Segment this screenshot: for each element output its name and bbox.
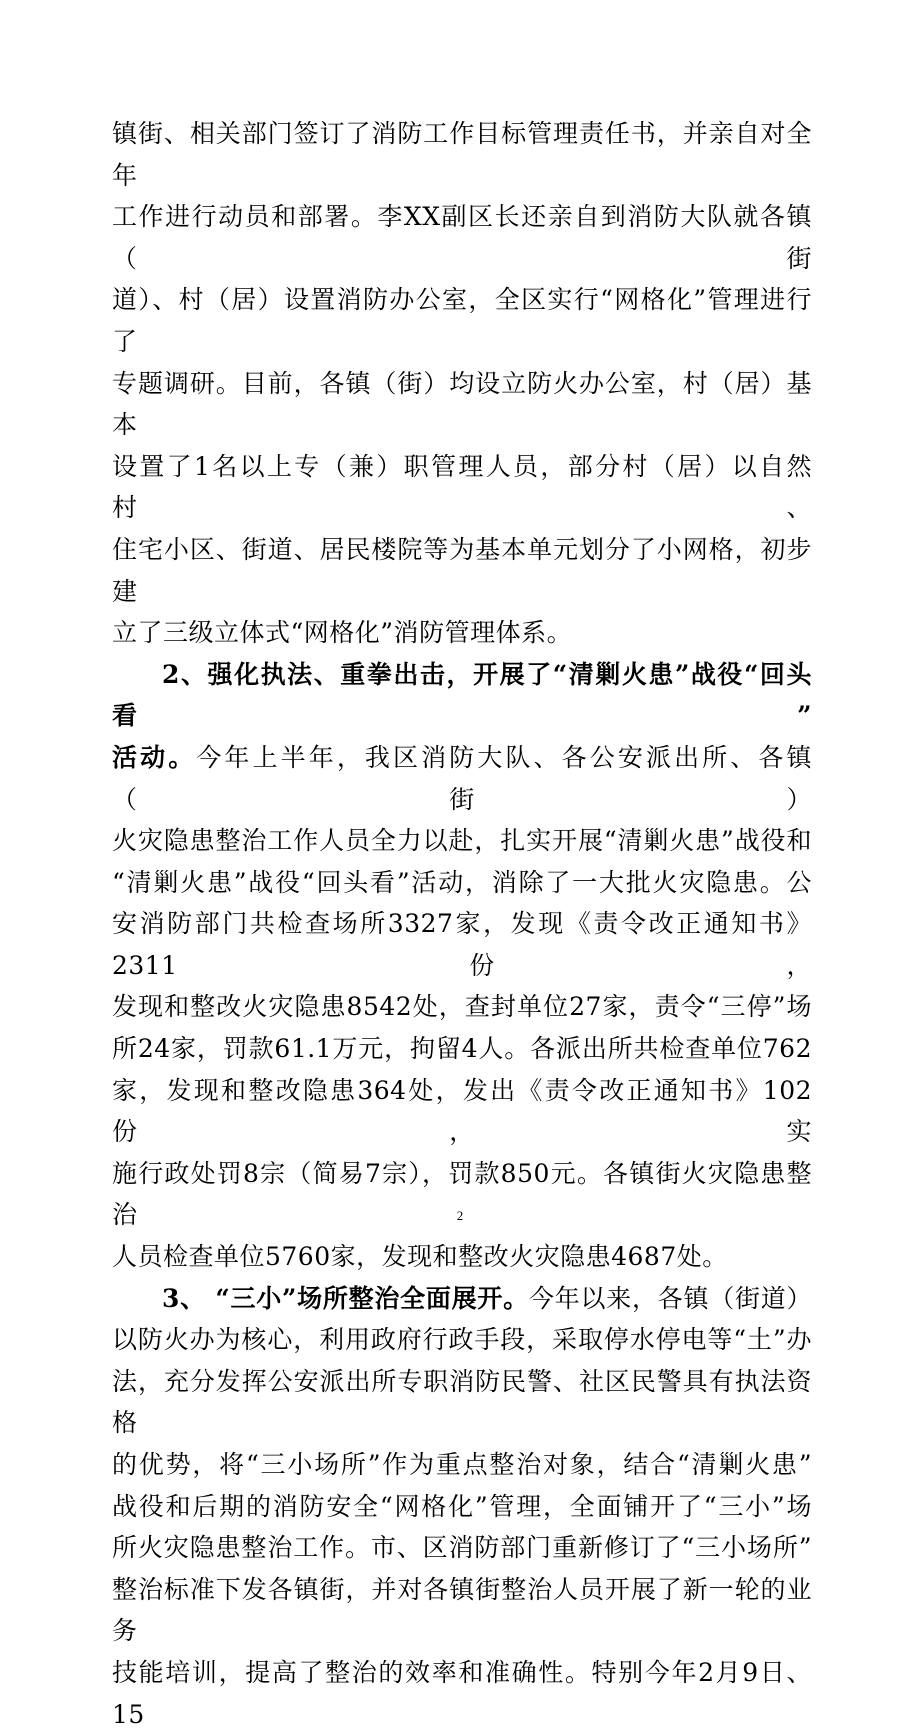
paragraph-line: 镇街、相关部门签订了消防工作目标管理责任书，并亲自对全年	[112, 119, 812, 190]
paragraph-line: 设置了1名以上专（兼）职管理人员，部分村（居）以自然村、	[112, 451, 812, 523]
paragraph-line: 安消防部门共检查场所3327家，发现《责令改正通知书》2311份，	[112, 909, 812, 980]
paragraph-line	[112, 1278, 812, 1320]
paragraph-line: 住宅小区、街道、居民楼院等为基本单元划分了小网格，初步建	[112, 534, 812, 606]
paragraph-line: 法，充分发挥公安派出所专职消防民警、社区民警具有执法资格	[112, 1366, 812, 1438]
paragraph-line: 工作进行动员和部署。李XX副区长还亲自到消防大队就各镇（街	[112, 202, 812, 273]
document-body	[112, 113, 812, 1735]
page-number: 2	[456, 1208, 464, 1223]
paragraph-line: 所火灾隐患整治工作。市、区消防部门重新修订了“三小场所”	[112, 1533, 812, 1563]
paragraph-line: 火灾隐患整治工作人员全力以赴，扎实开展“清剿火患”战役和	[112, 826, 812, 856]
paragraph-line: 所24家，罚款61.1万元，拘留4人。各派出所共检查单位762	[112, 1034, 812, 1064]
paragraph-line: 立了三级立体式“网格化”消防管理体系。	[112, 618, 573, 648]
paragraph-line-text: 今年以来，各镇（街道）	[528, 1283, 812, 1313]
section-heading-tail: 活动。	[112, 742, 197, 772]
paragraph-line: 施行政处罚8宗（简易7宗），罚款850元。各镇街火灾隐患整治	[112, 1158, 812, 1230]
paragraph-line-text: 今年上半年，我区消防大队、各公安派出所、各镇（街）	[112, 742, 812, 814]
section-heading: 2、强化执法、重拳出击，开展了“清剿火患”战役“回头看”	[112, 659, 812, 731]
paragraph-line: 专题调研。目前，各镇（街）均设立防火办公室，村（居）基本	[112, 368, 812, 440]
paragraph-line: 道）、村（居）设置消防办公室，全区实行“网格化”管理进行了	[112, 285, 812, 356]
paragraph-line: 以防火办为核心，利用政府行政手段，采取停水停电等“土”办	[112, 1325, 812, 1355]
paragraph-line: 战役和后期的消防安全“网格化”管理，全面铺开了“三小”场	[112, 1491, 812, 1521]
paragraph-line: 整治标准下发各镇街，并对各镇街整治人员开展了新一轮的业务	[112, 1574, 812, 1646]
paragraph-line: 发现和整改火灾隐患8542处，查封单位27家，责令“三停”场	[112, 992, 812, 1022]
paragraph-line	[112, 737, 812, 820]
paragraph-line: 技能培训，提高了整治的效率和准确性。特别今年2月9日、15	[112, 1657, 812, 1729]
section-heading: 3、 “三小”场所整治全面展开。	[162, 1283, 529, 1313]
paragraph-line: 家，发现和整改隐患364处，发出《责令改正通知书》102份，实	[112, 1075, 812, 1147]
paragraph-line: 的优势，将“三小场所”作为重点整治对象，结合“清剿火患”	[112, 1450, 812, 1479]
paragraph-line: “清剿火患”战役“回头看”活动，消除了一大批火灾隐患。公	[112, 867, 812, 897]
paragraph-line: 人员检查单位5760家，发现和整改火灾隐患4687处。	[112, 1242, 728, 1272]
